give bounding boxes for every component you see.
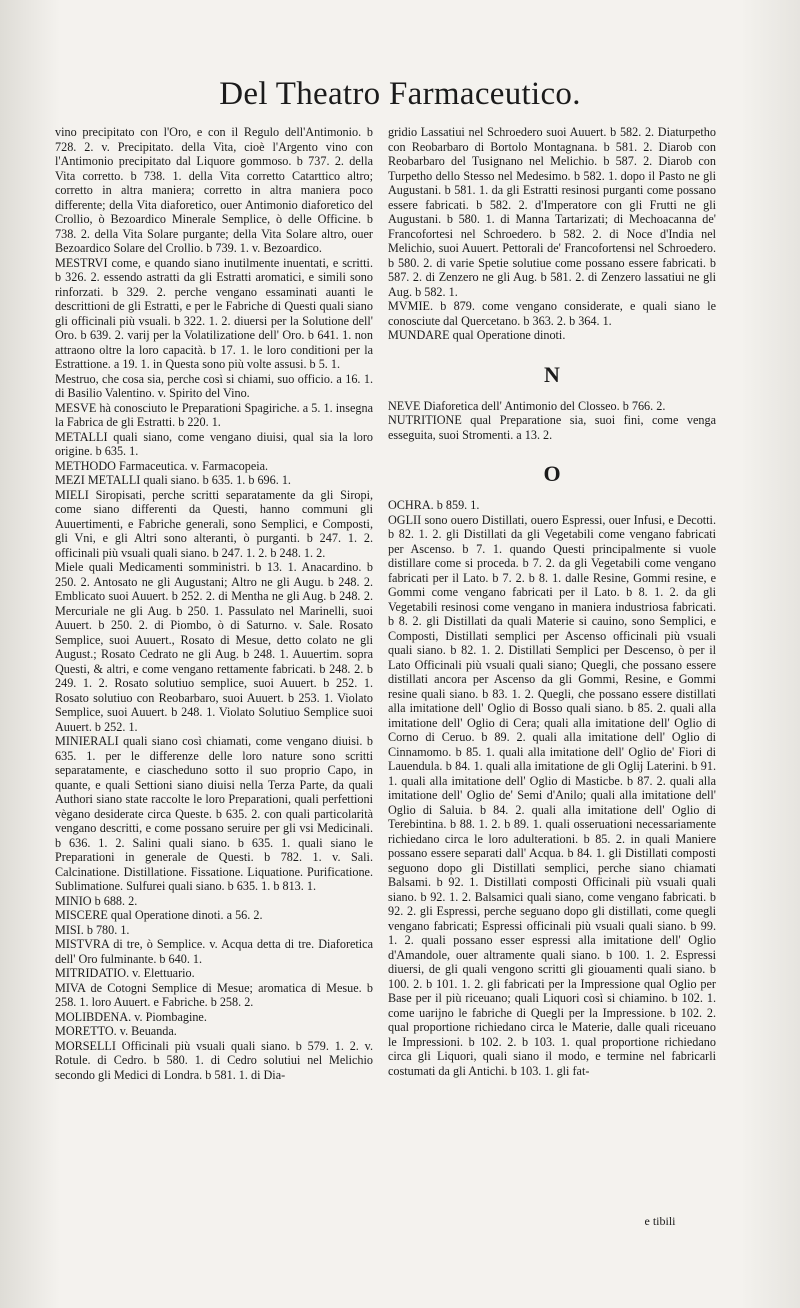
index-entry: MORSELLI Officinali più vsuali quali siano. b 579. 1. 2. v. Rotule. di Cedro. b 580. 1. di Cedro solutiui nel Melichio secondo gli Medici di Londra. b 581. 1. di Dia- (55, 1038, 373, 1082)
index-entry: NUTRITIONE qual Preparatione sia, suoi fini, come venga esseguita, suoi Stromenti. a 13. 2. (388, 413, 716, 442)
index-entry: OCHRA. b 859. 1. (388, 498, 480, 512)
index-entry: gridio Lassatiui nel Schroedero suoi Auuert. b 582. 2. Diaturpetho con Reobarbaro di Bortolo Montagnana. b 581. 2. Diarob con Reobarbaro del Tusignano nel Melichio. b 587. 2. Diarob con Turpetho dello Stesso nel Medesimo. b 582. 1. dopo il Pasto ne gli Augustani. b 581. 1. da gli Estratti resinosi purganti come possano essere fabricati. b 582. 2. d'Imperatore con gli Frutti ne gli Augustani. b 580. 1. di Manna Tartarizati; di Mechoacanna de' Francofortesi nel Schroedero. b 582. 2. di Noce d'India nel Melichio, suoi Auuert. Pettorali de' Francofortensi nel Schroedero. b 580. 2. di varie Spetie solutiue come possano essere fabricati. b 587. 2. di Zenzero ne gli Aug. b 581. 2. di Zenzero lassatiui ne gli Aug. b 582. 1. (388, 125, 716, 299)
index-entry: MITRIDATIO. v. Elettuario. (55, 966, 195, 980)
index-entry: NEVE Diaforetica dell' Antimonio del Closseo. b 766. 2. (388, 398, 666, 413)
index-entry: METALLI quali siano, come vengano diuisi, qual sia la loro origine. b 635. 1. (55, 429, 373, 458)
index-entry: MISCERE qual Operatione dinoti. a 56. 2. (55, 908, 263, 922)
index-entry: OGLII sono ouero Distillati, ouero Espressi, ouer Infusi, e Decotti. b 82. 1. 2. gli Distillati da gli Vegetabili come vengano fabricati per Ascenso. b 7. 1. quando Questi principalmente si vuole distillare come si proceda. b 7. 2. da gli Vegetabili come vengano fabricati per il Lato. b 7. 2. b 8. 1. dalle Resine, Gommi resine, e Gommi come vengano fabricati per il Lato. b 8. 1. 2. da gli Vegetabili resinosi come vengano in maniera industriosa fabricati. b 8. 2. gli Distillati da quali Materie si cauino, sono Semplici, e Composti, Distillati semplici per Ascenso officinali più vsuali quali siano. b 82. 1. 2. Distillati Semplici per Descenso, ò per il Lato Officinali più vsuali quali siano; Quegli, che possano essere distillati ancora per Ascenso da gli Gommi, Resine, e Gommi resine quali siano. b 83. 1. 2. Quegli, che possano essere distillati alla imitatione dell' Oglio di Bosso quali siano. b 85. 2. quali alla imitatione dell' Oglio di Cera; quali alla imitatione dell' Oglio di Corno di Ceruo. b 89. 2. quali alla imitatione dell' Oglio di Cinnamomo. b 85. 1. quali alla imitatione dell' Oglio de' Fiori di Lauendula. b 84. 1. quali alla imitatione de gli Oglij Laterini. b 91. 1. quali alla imitatione dell' Oglio di Masticbe. b 87. 2. quali alla imitatione dell' Oglio de' Semi d'Anilo; quali alla imitatione dell' Oglio di Saluia. b 84. 2. quali alla imitatione dell' Oglio di Terebintina. b 88. 1. 2. b 89. 1. quali osseruationi necessariamente richiedano circa le loro adulterationi. b 85. 2. in quali Maniere possano essere separati dall' Acqua. b 84. 1. gli Distillati composti seguono dopo gli Distillati semplici, perche siano chiamati Balsami. b 92. 1. Distillati composti Officinali più vsuali quali siano. b 92. 1. 2. Balsamici quali siano, come vengano fabricati. b 92. 2. gli Espressi, perche seguano dopo gli distillati, come quegli vengano fabricati; Espressi officinali più vsuali quali siano. b 99. 1. 2. quali possano esser espressi alla imitatione dell' Oglio d'Amandole, ouer altramente quali siano. b 100. 1. 2. Espressi diuersi, de gli quali vengono scritti gli giouamenti quali siano. b 100. 2. b 101. 1. 2. gli fabricati per la Impressione qual Oglio per Base per il più riceuano; quali Liquori così si chiamino. b 102. 1. come uarijno le fabriche di Quegli per la Impressione. b 102. 2. qual proportione richiedano circa le Materie, dalle quali riceuano le Impressioni. b 102. 2. b 103. 1. qual proportione richiedano circa gli Liquori, quali siano il modo, e termine nel fabricarli costumati da gli Antichi. b 103. 1. gli fat- (388, 512, 716, 1078)
section-letter-o: O (543, 461, 561, 486)
index-entry: MESTRVI come, e quando siano inutilmente inuentati, e scritti. b 326. 2. essendo astratti da gli Estratti aromatici, e simili sono rinforzati. b 329. 2. perche vengano essaminati auanti le descrittioni de gli Estratti, e per le Fabriche di Questi quali siano gli officinali più vsuali. b 322. 1. 2. diuersi per la Solutione dell' Oro. b 639. 2. varij per la Volatilizatione dell' Oro. b 641. 1. non attraono oltre la loro capacità. b 17. 1. le loro conditioni per la Estrattione. a 19. 1. in Questa sono più volte assusi. b 5. 1. (55, 255, 373, 371)
index-entry: Mestruo, che cosa sia, perche così si chiami, suo officio. a 16. 1. di Basilio Valentino. v. Spirito del Vino. (55, 371, 373, 400)
index-entry: Miele quali Medicamenti somministri. b 13. 1. Anacardino. b 250. 2. Antosato ne gli Augustani; Altro ne gli Augu. b 248. 2. Emblicato suoi Auuert. b 252. 2. di Mentha ne gli Aug. b 248. 2. Mercuriale ne gli Aug. b 250. 1. Passulato nel Marinelli, suoi Auuert. b 250. 2. di Piombo, ò di Saturno. v. Sale. Rosato Semplice, suoi Auuert., Rosato di Mesue, detto colato ne gli August.; Rosato Cedrato ne gli Aug. b 248. 1. Auuertim. sopra Questi, & altri, e come vengano rettamente fabricati. b 248. 2. b 249. 1. 2. Rosato solutiuo semplice, suoi Auuert. b 252. 1. Rosato solutiuo con Reobarbaro, suoi Auuert. b 253. 1. Violato Semplice, suoi Auuert. b 248. 1. Violato Solutiuo Semplice suoi Auuert. b 252. 1. (55, 560, 373, 734)
section-letter-n: N (544, 361, 560, 387)
catchword: e tibili (644, 1214, 676, 1228)
left-column (55, 125, 373, 1082)
index-entry: MINIERALI quali siano così chiamati, come vengano diuisi. b 635. 1. per le differenze delle loro nature sono scritti separatamente, e ciascheduno sotto il suo proprio Capo, in quante, e quali Settioni siano diuisi nella Terza Parte, da quali Authori siano state raccolte le loro Preparationi, quali perfettioni vègano desiderate circa Queste. b 635. 2. con quali particolarità vengano descritti, e come possano seruire per gli vsi Medicinali. b 636. 1. 2. Salini quali siano. b 635. 1. quali siano le Preparationi in generale de Questi. b 782. 1. v. Sali. Calcinatione. Distillatione. Fissatione. Liquatione. Purificatione. Sublimatione. Sulfurei quali siano. b 635. 1. b 813. 1. (55, 734, 373, 893)
running-header: Del Theatro Farmaceutico. (219, 76, 581, 112)
index-entry: vino precipitato con l'Oro, e con il Regulo dell'Antimonio. b 728. 2. v. Precipitato. della Vita, cioè l'Argento vino con l'Antimonio precipitato dal Liquore gommoso. b 737. 2. della Vita corretto. b 738. 1. della Vita corretto Catarttico altro; corretto in altra maniera; corretto in altra maniera poco differente; della Vita diaforetico, ouer Antimonio diaforetico del Crollio, ò Bezoardico Minerale Semplice, ò delle Officine. b 738. 2. della Vita Solare purgante; della Vita Solare altro, ouer Bezoardico Solare del Crollio. b 739. 1. v. Bezoardico. (55, 125, 373, 255)
index-entry: MESVE hà conosciuto le Preparationi Spagiriche. a 5. 1. insegna la Fabrica de gli Estratti. b 220. 1. (55, 400, 373, 429)
index-entry: MOLIBDENA. v. Piombagine. (55, 1009, 207, 1024)
index-entry: MISI. b 780. 1. (55, 922, 130, 937)
index-entry: MINIO b 688. 2. (55, 893, 138, 908)
index-entry: MUNDARE qual Operatione dinoti. (388, 328, 566, 342)
index-entry: MISTVRA di tre, ò Semplice. v. Acqua detta di tre. Diaforetica dell' Oro fulminante. b 640. 1. (55, 937, 373, 966)
index-entry: MORETTO. v. Beuanda. (55, 1024, 177, 1038)
index-entry: MVMIE. b 879. come vengano considerate, e quali siano le conosciute dal Quercetano. b 363. 2. b 364. 1. (388, 299, 716, 328)
index-entry: MEZI METALLI quali siano. b 635. 1. b 696. 1. (55, 473, 291, 487)
index-entry: METHODO Farmaceutica. v. Farmacopeia. (55, 458, 269, 473)
index-entry: MIVA de Cotogni Semplice di Mesue; aromatica di Mesue. b 258. 1. loro Auuert. e Fabriche. b 258. 2. (55, 980, 373, 1009)
right-column (388, 125, 716, 1078)
index-entry: MIELI Siropisati, perche scritti separatamente da gli Siropi, come siano differenti da Questi, hanno communi gli Auuertimenti, e Fabriche generali, sono Semplici, e Composti, gli Vni, e gli Altri sono alteranti, ò purganti. b 247. 1. 2. officinali più vsuali quali siano. b 247. 1. 2. b 248. 1. 2. (55, 487, 373, 560)
